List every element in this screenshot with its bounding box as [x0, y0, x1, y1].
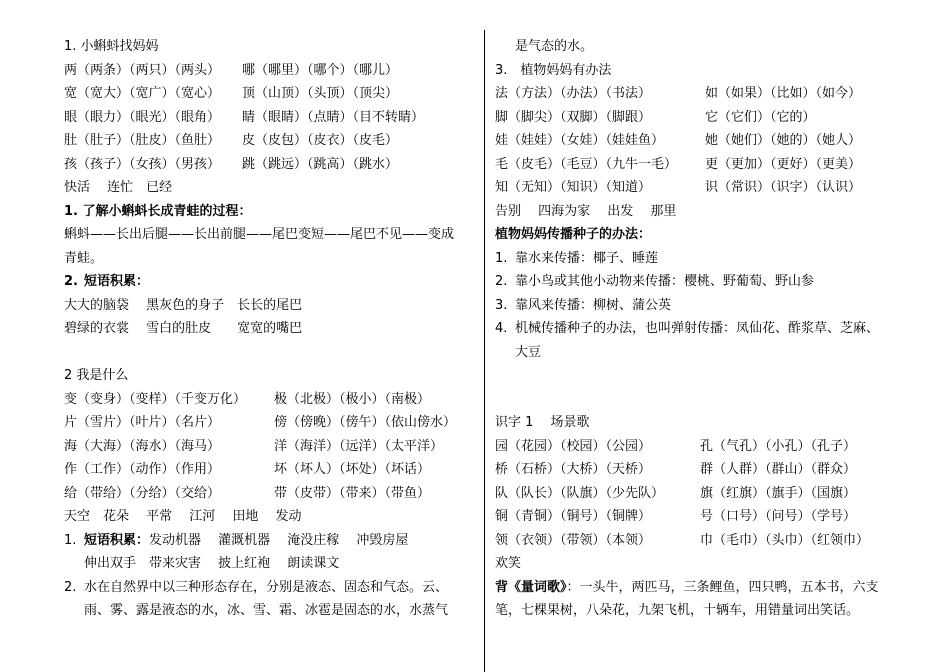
word-row: 毛（皮毛）（毛豆）（九牛一毛） 更（更加）（更好）（更美） [495, 156, 862, 172]
column-divider [484, 30, 485, 672]
lesson-title: 识字 1 场景歌 [495, 415, 590, 430]
word-row: 宽（宽大）（宽广）（宽心） 顶（山顶）（头顶）（顶尖） [64, 86, 399, 101]
numbered-item: 1. 短语积累：发动机器 灌溉机器 淹没庄稼 冲毁房屋 [64, 532, 409, 548]
word-row: 孩（孩子）（女孩）（男孩） 跳（跳远）（跳高）（跳水） [64, 156, 399, 172]
numbered-item: 1. 靠水来传播：椰子、睡莲 [495, 250, 659, 266]
section-heading: 植物妈妈传播种子的办法： [495, 227, 652, 242]
paragraph-line: 是气态的水。 [515, 39, 594, 54]
word-row: 桥（石桥）（大桥）（天桥） 群（人群）（群山）（群众） [495, 462, 857, 477]
lesson-title: 1. 小蝌蚪找妈妈 [64, 39, 159, 54]
vocab-line: 欢笑 [495, 556, 522, 571]
word-row: 园（花园）（校园）（公园） 孔（气孔）（小孔）（孔子） [495, 438, 857, 454]
word-row: 海（大海）（海水）（海马） 洋（海洋）（远洋）（太平洋） [64, 438, 444, 454]
word-row: 肚（肚子）（肚皮）（鱼肚） 皮（皮包）（皮衣）（皮毛） [64, 133, 399, 148]
word-row: 队（队长）（队旗）（少先队） 旗（红旗）（旗手）（国旗） [495, 485, 857, 501]
section-heading: 1. 了解小蝌蚪长成青蛙的过程： [64, 203, 252, 219]
numbered-item: 2. 靠小鸟或其他小动物来传播：樱桃、野葡萄、野山参 [495, 274, 815, 289]
numbered-item-continued: 大豆 [515, 344, 542, 360]
numbered-item-continued: 雨、雾、露是液态的水，冰、雪、霜、冰雹是固态的水，水蒸气 [84, 603, 449, 618]
section-heading: 2. 短语积累： [64, 274, 150, 289]
lesson-title: 3. 植物妈妈有办法 [495, 62, 612, 78]
paragraph-line: 青蛙。 [64, 250, 104, 266]
word-row: 领（衣领）（带领）（本领） 巾（毛巾）（头巾）（红领巾） [495, 532, 870, 548]
word-row: 法（方法）（办法）（书法） 如（如果）（比如）（如今） [495, 86, 862, 101]
recite-line: 背《量词歌》：一头牛，两匹马，三条鲤鱼，四只鸭，五本书，六支 [495, 579, 879, 595]
word-row: 娃（娃娃）（女娃）（娃娃鱼） 她（她们）（她的）（她人） [495, 133, 862, 148]
paragraph-line: 蝌蚪——长出后腿——长出前腿——尾巴变短——尾巴不见——变成 [64, 227, 455, 242]
word-row: 作（工作）（动作）（作用） 坏（坏人）（坏处）（坏话） [64, 462, 431, 477]
phrase-line: 碧绿的衣裳 雪白的肚皮 宽宽的嘴巴 [64, 321, 303, 336]
word-row: 知（无知）（知识）（知道） 识（常识）（识字）（认识） [495, 180, 862, 195]
word-row: 变（变身）（变样）（千变万化） 极（北极）（极小）（南极） [64, 391, 431, 407]
left-column [64, 35, 474, 623]
phrase-line: 大大的脑袋 黑灰色的身子 长长的尾巴 [64, 297, 303, 313]
vocab-line: 告别 四海为家 出发 那里 [495, 203, 677, 219]
word-row: 脚（脚尖）（双脚）（脚跟） 它（它们）（它的） [495, 109, 816, 125]
word-row: 两（两条）（两只）（两头） 哪（哪里）（哪个）（哪儿） [64, 62, 399, 78]
word-row: 眼（眼力）（眼光）（眼角） 睛（眼睛）（点睛）（目不转睛） [64, 109, 425, 125]
word-row: 片（雪片）（叶片）（名片） 傍（傍晚）（傍午）（依山傍水） [64, 415, 457, 430]
lesson-title: 2 我是什么 [64, 368, 129, 383]
numbered-item: 4. 机械传播种子的办法，也叫弹射传播：凤仙花、酢浆草、芝麻、 [495, 321, 880, 336]
vocab-line: 天空 花朵 平常 江河 田地 发动 [64, 509, 302, 524]
numbered-item-continued: 伸出双手 带来灾害 披上红袍 朗读课文 [84, 556, 340, 571]
recite-line-continued: 笔，七棵果树，八朵花，九架飞机，十辆车，用错量词出笑话。 [495, 603, 860, 618]
right-column [495, 35, 915, 623]
numbered-item: 3. 靠风来传播：柳树、蒲公英 [495, 297, 672, 313]
word-row: 铜（青铜）（铜号）（铜牌） 号（口号）（问号）（学号） [495, 509, 857, 524]
numbered-item: 2. 水在自然界中以三种形态存在，分别是液态、固态和气态。云、 [64, 579, 449, 595]
vocab-line: 快活 连忙 已经 [64, 180, 173, 195]
word-row: 给（带给）（分给）（交给） 带（皮带）（带来）（带鱼） [64, 485, 431, 501]
